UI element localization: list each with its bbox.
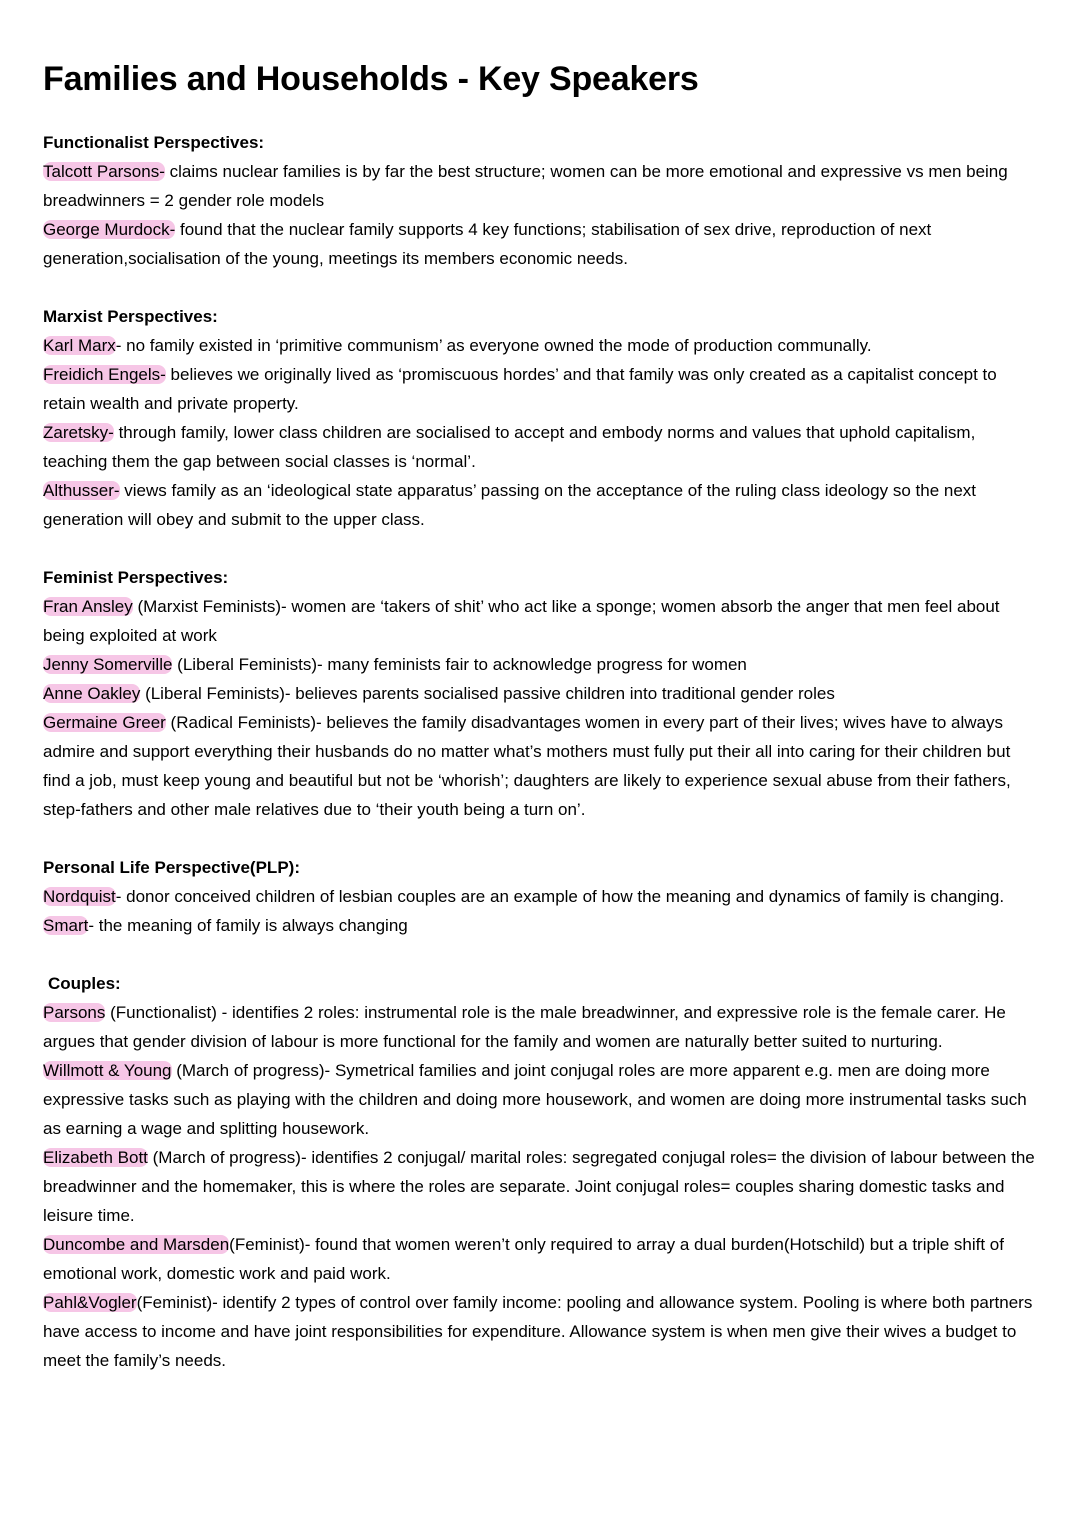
speaker-entry	[43, 998, 1038, 1056]
speaker-description: - no family existed in ‘primitive communism’ as everyone owned the mode of production communally.	[115, 336, 872, 355]
speaker-description: - the meaning of family is always changing	[88, 916, 408, 935]
speaker-description: (Liberal Feminists)- believes parents socialised passive children into traditional gender roles	[140, 684, 835, 703]
speaker-description: claims nuclear families is by far the best structure; women can be more emotional and expressive vs men being breadwinners = 2 gender role models	[43, 162, 1008, 210]
speaker-name-highlight: Talcott Parsons-	[43, 162, 165, 181]
speaker-description: (March of progress)- Symetrical families and joint conjugal roles are more apparent e.g. men are doing more expressive tasks such as playing with the children and doing more housework, and women are doing more instrumental tasks such as earning a wage and splitting housework.	[43, 1061, 1027, 1138]
speaker-entry	[43, 360, 1038, 418]
speaker-entry	[43, 679, 1038, 708]
speaker-name-highlight: Anne Oakley	[43, 684, 141, 703]
speaker-name-highlight: Smart	[43, 916, 89, 935]
speaker-description: (Feminist)- identify 2 types of control over family income: pooling and allowance system. Pooling is where both partners have access to income and have joint responsibilities for expenditure. Allowance system is when men give their wives a budget to meet the family’s needs.	[43, 1293, 1033, 1370]
speaker-entry	[43, 1056, 1038, 1143]
page-title: Families and Households - Key Speakers	[43, 60, 699, 98]
speaker-description: (Radical Feminists)- believes the family disadvantages women in every part of their lives; wives have to always admire and support everything their husbands do no matter what’s mothers must fully put their all into caring for their children but find a job, must keep young and beautiful but not be ‘whorish’; daughters are likely to experience sexual abuse from their fathers, step-fathers and other male relatives due to ‘their youth being a turn on’.	[43, 713, 1011, 819]
section-personal-life	[43, 853, 1038, 940]
speaker-entry	[43, 215, 1038, 273]
speaker-description: views family as an ‘ideological state apparatus’ passing on the acceptance of the ruling class ideology so the next generation will obey and submit to the upper class.	[43, 481, 977, 529]
section-heading: Feminist Perspectives:	[43, 568, 229, 587]
section-heading: Couples:	[48, 974, 121, 993]
speaker-name-highlight: Jenny Somerville	[43, 655, 173, 674]
section-marxist	[43, 302, 1038, 534]
speaker-name-highlight: Freidich Engels-	[43, 365, 166, 384]
speaker-name-highlight: Karl Marx	[43, 336, 116, 355]
speaker-name-highlight: Parsons	[43, 1003, 106, 1022]
section-functionalist	[43, 128, 1038, 273]
speaker-description: - donor conceived children of lesbian couples are an example of how the meaning and dynamics of family is changing.	[115, 887, 1005, 906]
speaker-entry	[43, 331, 1038, 360]
speaker-entry	[43, 476, 1038, 534]
speaker-entry	[43, 1143, 1038, 1230]
section-feminist	[43, 563, 1038, 824]
speaker-name-highlight: Zaretsky-	[43, 423, 114, 442]
speaker-description: through family, lower class children are socialised to accept and embody norms and values that uphold capitalism, teaching them the gap between social classes is ‘normal’.	[43, 423, 976, 471]
speaker-description: (Marxist Feminists)- women are ‘takers of shit’ who act like a sponge; women absorb the anger that men feel about being exploited at work	[43, 597, 1000, 645]
speaker-name-highlight: Pahl&Vogler	[43, 1293, 137, 1312]
speaker-entry	[43, 1288, 1038, 1375]
speaker-description: (Liberal Feminists)- many feminists fair to acknowledge progress for women	[172, 655, 747, 674]
speaker-name-highlight: Elizabeth Bott	[43, 1148, 148, 1167]
speaker-name-highlight: Germaine Greer	[43, 713, 166, 732]
speaker-entry	[43, 911, 1038, 940]
speaker-name-highlight: Fran Ansley	[43, 597, 133, 616]
speaker-description: (Functionalist) - identifies 2 roles: instrumental role is the male breadwinner, and expressive role is the female carer. He argues that gender division of labour is more functional for the family and women are naturally better suited to nurturing.	[43, 1003, 1006, 1051]
speaker-description: believes we originally lived as ‘promiscuous hordes’ and that family was only created as a capitalist concept to retain wealth and private property.	[43, 365, 997, 413]
speaker-entry	[43, 157, 1038, 215]
speaker-name-highlight: Duncombe and Marsden	[43, 1235, 230, 1254]
document-body	[43, 128, 1038, 1404]
speaker-entry	[43, 1230, 1038, 1288]
speaker-entry	[43, 418, 1038, 476]
speaker-description: (March of progress)- identifies 2 conjugal/ marital roles: segregated conjugal roles= the division of labour between the breadwinner and the homemaker, this is where the roles are separate. Joint conjugal roles= couples sharing domestic tasks and leisure time.	[43, 1148, 1035, 1225]
speaker-name-highlight: Willmott & Young	[43, 1061, 172, 1080]
speaker-entry	[43, 650, 1038, 679]
speaker-name-highlight: George Murdock-	[43, 220, 176, 239]
speaker-description: found that the nuclear family supports 4 key functions; stabilisation of sex drive, reproduction of next generation,socialisation of the young, meetings its members economic needs.	[43, 220, 932, 268]
speaker-description: (Feminist)- found that women weren’t only required to array a dual burden(Hotschild) but a triple shift of emotional work, domestic work and paid work.	[43, 1235, 1004, 1283]
section-heading: Functionalist Perspectives:	[43, 133, 265, 152]
speaker-name-highlight: Althusser-	[43, 481, 120, 500]
section-heading: Personal Life Perspective(PLP):	[43, 858, 300, 877]
speaker-entry	[43, 882, 1038, 911]
speaker-entry	[43, 592, 1038, 650]
section-heading: Marxist Perspectives:	[43, 307, 218, 326]
section-couples	[43, 969, 1038, 1375]
speaker-entry	[43, 708, 1038, 824]
speaker-name-highlight: Nordquist	[43, 887, 116, 906]
